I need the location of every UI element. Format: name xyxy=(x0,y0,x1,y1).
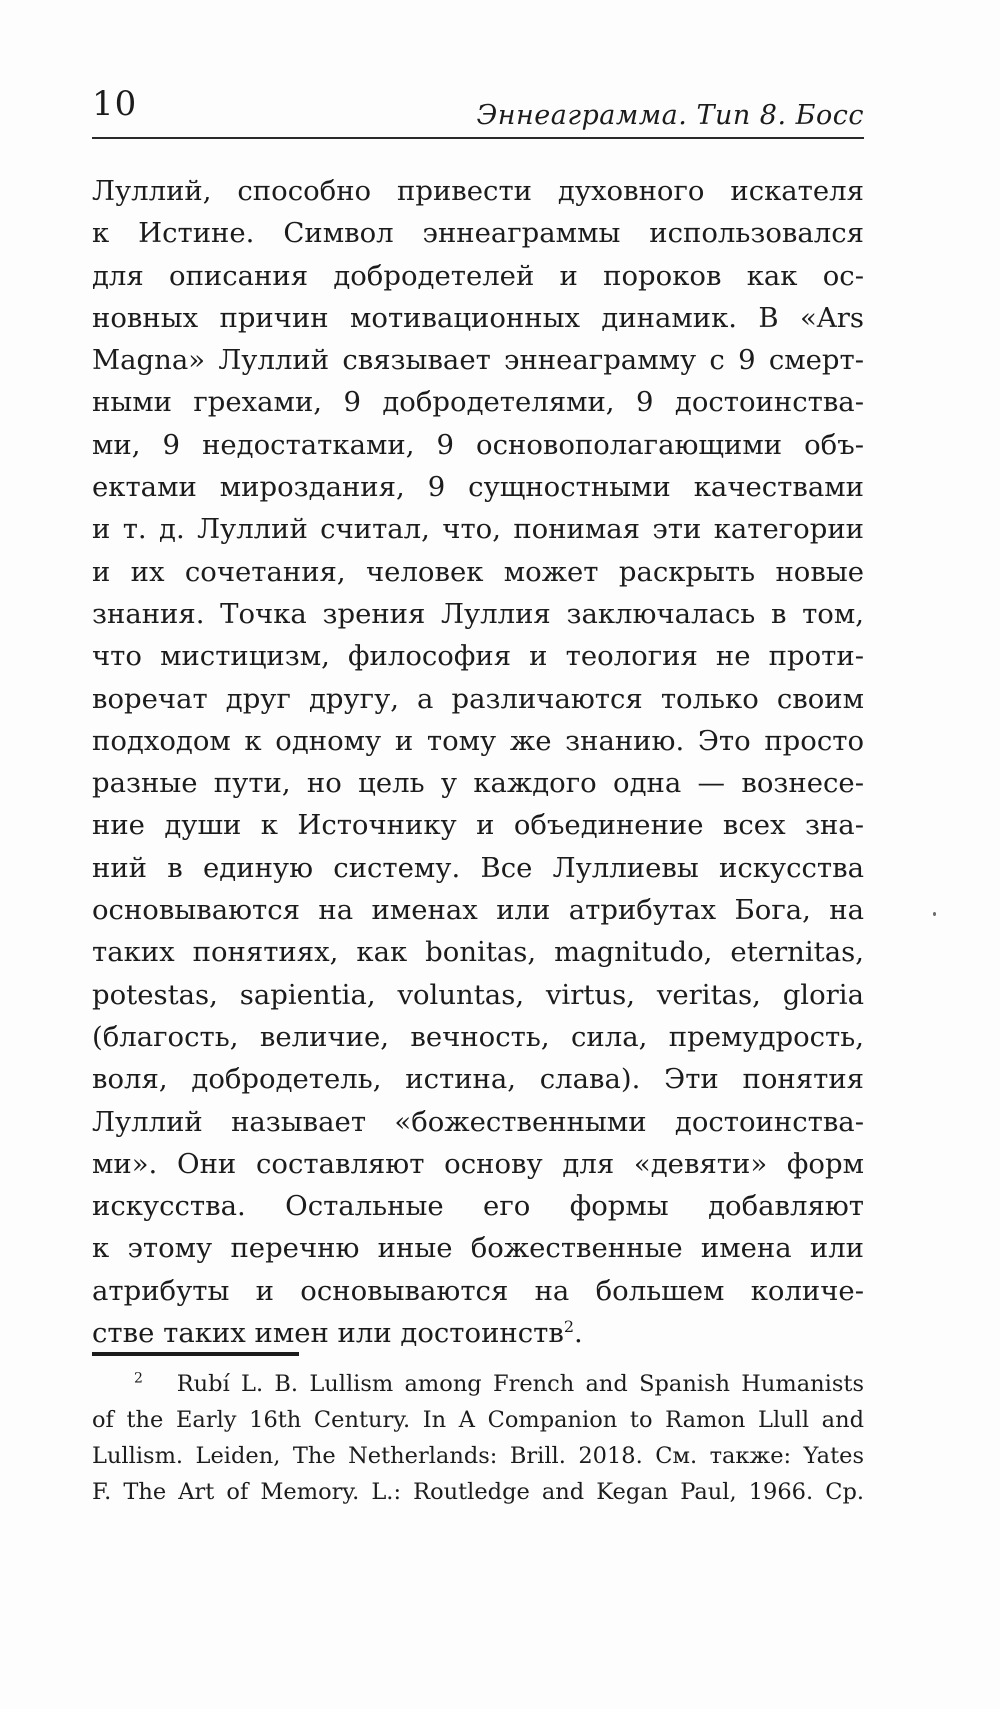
text-line: potestas, sapientia, voluntas, virtus, veritas, gloria xyxy=(92,978,864,1011)
text-line: подходом к одному и тому же знанию. Это просто xyxy=(92,724,864,757)
text-line: для описания добродетелей и пороков как ос- xyxy=(92,259,864,292)
header-rule xyxy=(92,137,864,139)
page-header xyxy=(92,78,864,138)
text-line: что мистицизм, философия и теология не проти- xyxy=(92,640,864,673)
footnote-line: of the Early 16th Century. In A Companion to Ramon Llull and xyxy=(92,1407,864,1433)
text-line: ектами мироздания, 9 сущностными качествами xyxy=(92,471,864,504)
text-line: искусства. Остальные его формы добавляют xyxy=(92,1190,864,1223)
last-line-text: стве таких имен или достоинств xyxy=(92,1317,564,1350)
text-line: к этому перечню иные божественные имена или xyxy=(92,1232,864,1265)
text-line: знания. Точка зрения Луллия заключалась в том, xyxy=(92,597,864,630)
text-line: Луллий, способно привести духовного искателя xyxy=(92,175,864,207)
paper-speck xyxy=(933,912,936,916)
running-title: Эннеаграмма. Тип 8. Босс xyxy=(476,100,864,131)
text-line: воречат друг другу, а различаются только своим xyxy=(92,682,864,715)
text-line: ний в единую систему. Все Луллиевы искусства xyxy=(92,851,864,884)
footnote-line: F. The Art of Memory. L.: Routledge and Kegan Paul, 1966. Ср. xyxy=(92,1479,864,1505)
text-line: (благость, величие, вечность, сила, премудрость, xyxy=(92,1020,864,1053)
text-line: к Истине. Символ эннеаграммы использовался xyxy=(92,217,864,250)
page-number: 10 xyxy=(92,84,138,124)
text-line: воля, добродетель, истина, слава). Эти понятия xyxy=(92,1063,864,1096)
text-line-last: стве таких имен или достоинств$^2$. xyxy=(92,1316,583,1350)
footnote-line xyxy=(92,1366,864,1402)
footnote-reference[interactable]: 2 xyxy=(563,1316,575,1336)
text-line: и т. д. Луллий считал, что, понимая эти категории xyxy=(92,513,864,546)
text-line: и их сочетания, человек может раскрыть новые xyxy=(92,555,864,588)
text-line: ние души к Источнику и объединение всех зна- xyxy=(92,809,864,842)
text-line: разные пути, но цель у каждого одна — вознесе- xyxy=(92,767,864,800)
body-text xyxy=(92,170,864,1354)
text-line: ми, 9 недостатками, 9 основополагающими объ- xyxy=(92,428,864,461)
text-line: новных причин мотивационных динамик. В «Ars xyxy=(92,301,864,334)
footnote xyxy=(92,1366,864,1510)
footnote-line: Lullism. Leiden, The Netherlands: Brill. 2018. См. также: Yates xyxy=(92,1443,864,1469)
footnote-rule xyxy=(92,1352,299,1356)
text-line: атрибуты и основываются на большем количе- xyxy=(92,1274,864,1307)
text-line: Луллий называет «божественными достоинства- xyxy=(92,1105,864,1138)
text-line: Magna» Луллий связывает эннеаграмму с 9 смерт- xyxy=(92,344,864,377)
footnote-line-text: Rubí L. B. Lullism among French and Spanish Humanists xyxy=(176,1371,864,1397)
text-line: ми». Они составляют основу для «девяти» форм xyxy=(92,1147,864,1180)
text-line: ными грехами, 9 добродетелями, 9 достоинства- xyxy=(92,386,864,419)
text-line: основываются на именах или атрибутах Бога, на xyxy=(92,894,864,927)
footnote-mark: 2 xyxy=(134,1370,143,1387)
text-line: таких понятиях, как bonitas, magnitudo, eternitas, xyxy=(92,936,864,969)
